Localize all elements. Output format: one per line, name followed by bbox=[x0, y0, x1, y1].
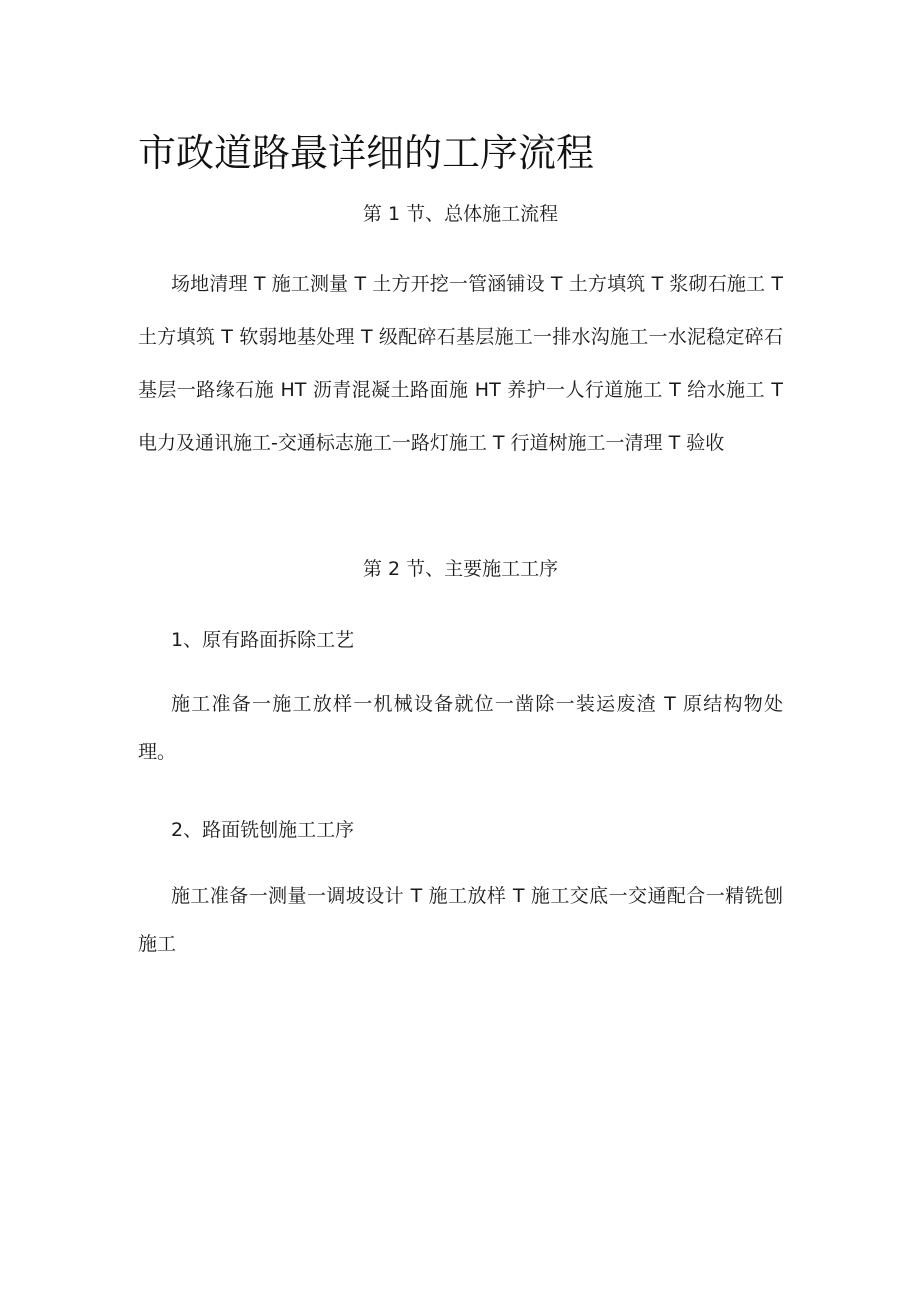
subsection-1-heading: 1、原有路面拆除工艺 bbox=[171, 629, 355, 651]
subsection-2-body: 施工准备一测量一调坡设计 T 施工放样 T 施工交底一交通配合一精铣刨施工 bbox=[138, 885, 783, 955]
section-2-heading: 第 2 节、主要施工工序 bbox=[362, 558, 559, 580]
overall-flow-paragraph: 场地清理 T 施工测量 T 土方开挖一管涵铺设 T 土方填筑 T 浆砌石施工 T 土方填筑 T 软弱地基处理 T 级配碎石基层施工一排水沟施工一水泥稳定碎石基层一路缘石施 HT 沥青混凝土路面施 HT 养护一人行道施工 T 给水施工 T 电力及通讯施工-交通标志施工一路灯施工 T 行道树施工一清理 T 验收 bbox=[138, 273, 783, 454]
section-1-heading: 第 1 节、总体施工流程 bbox=[362, 203, 559, 225]
subsection-1-body: 施工准备一施工放样一机械设备就位一凿除一装运废渣 T 原结构物处理。 bbox=[138, 693, 783, 763]
subsection-2-heading: 2、路面铣刨施工工序 bbox=[171, 819, 355, 841]
document-title: 市政道路最详细的工序流程 bbox=[138, 131, 595, 175]
